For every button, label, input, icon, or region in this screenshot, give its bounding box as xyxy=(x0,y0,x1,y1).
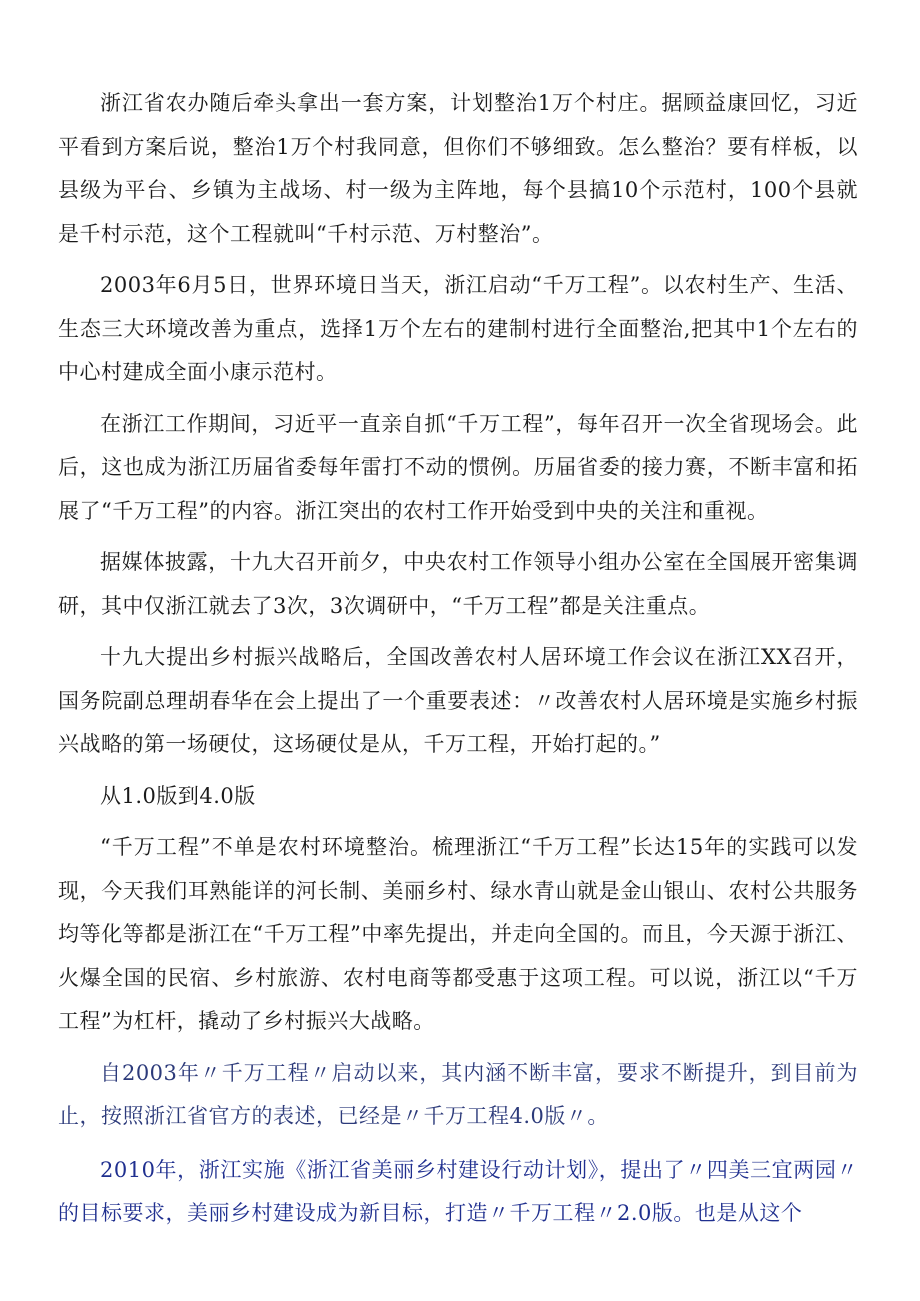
paragraph: 2003年6月5日，世界环境日当天，浙江启动“千万工程”。以农村生产、生活、生态三大环境改善为重点，选择1万个左右的建制村进行全面整治,把其中1个左右的中心村建成全面小康示范村。 xyxy=(58,273,858,384)
paragraph: 十九大提出乡村振兴战略后，全国改善农村人居环境工作会议在浙江XX召开，国务院副总理胡春华在会上提出了一个重要表述：〃改善农村人居环境是实施乡村振兴战略的第一场硬仗，这场硬仗是从，千万工程，开始打起的。” xyxy=(58,645,858,756)
paragraph: 2010年，浙江实施《浙江省美丽乡村建设行动计划》，提出了〃四美三宜两园〃的目标要求，美丽乡村建设成为新目标，打造〃千万工程〃2.0版。也是从这个 xyxy=(58,1157,858,1225)
document-body xyxy=(58,82,858,1236)
paragraph: 据媒体披露，十九大召开前夕，中央农村工作领导小组办公室在全国展开密集调研，其中仅浙江就去了3次，3次调研中，“千万工程”都是关注重点。 xyxy=(58,550,858,618)
paragraph: 在浙江工作期间，习近平一直亲自抓“千万工程”，每年召开一次全省现场会。此后，这也成为浙江历届省委每年雷打不动的惯例。历届省委的接力赛，不断丰富和拓展了“千万工程”的内容。浙江突出的农村工作开始受到中央的关注和重视。 xyxy=(58,411,858,523)
section-heading: 从1.0版到4.0版 xyxy=(100,783,256,808)
paragraph: 自2003年〃千万工程〃启动以来，其内涵不断丰富，要求不断提升，到目前为止，按照浙江省官方的表述，已经是〃千万工程4.0版〃。 xyxy=(58,1060,858,1128)
paragraph: 浙江省农办随后牵头拿出一套方案，计划整治1万个村庄。据顾益康回忆，习近平看到方案后说，整治1万个村我同意，但你们不够细致。怎么整治？要有样板，以县级为平台、乡镇为主战场、村一级为主阵地，每个县搞10个示范村，100个县就是千村示范，这个工程就叫“千村示范、万村整治”。 xyxy=(58,91,858,246)
paragraph: “千万工程”不单是农村环境整治。梳理浙江“千万工程”长达15年的实践可以发现，今天我们耳熟能详的河长制、美丽乡村、绿水青山就是金山银山、农村公共服务均等化等都是浙江在“千万工程”中率先提出，并走向全国的。而且，今天源于浙江、火爆全国的民宿、乡村旅游、农村电商等都受惠于这项工程。可以说，浙江以“千万工程”为杠杆，撬动了乡村振兴大战略。 xyxy=(58,835,858,1033)
